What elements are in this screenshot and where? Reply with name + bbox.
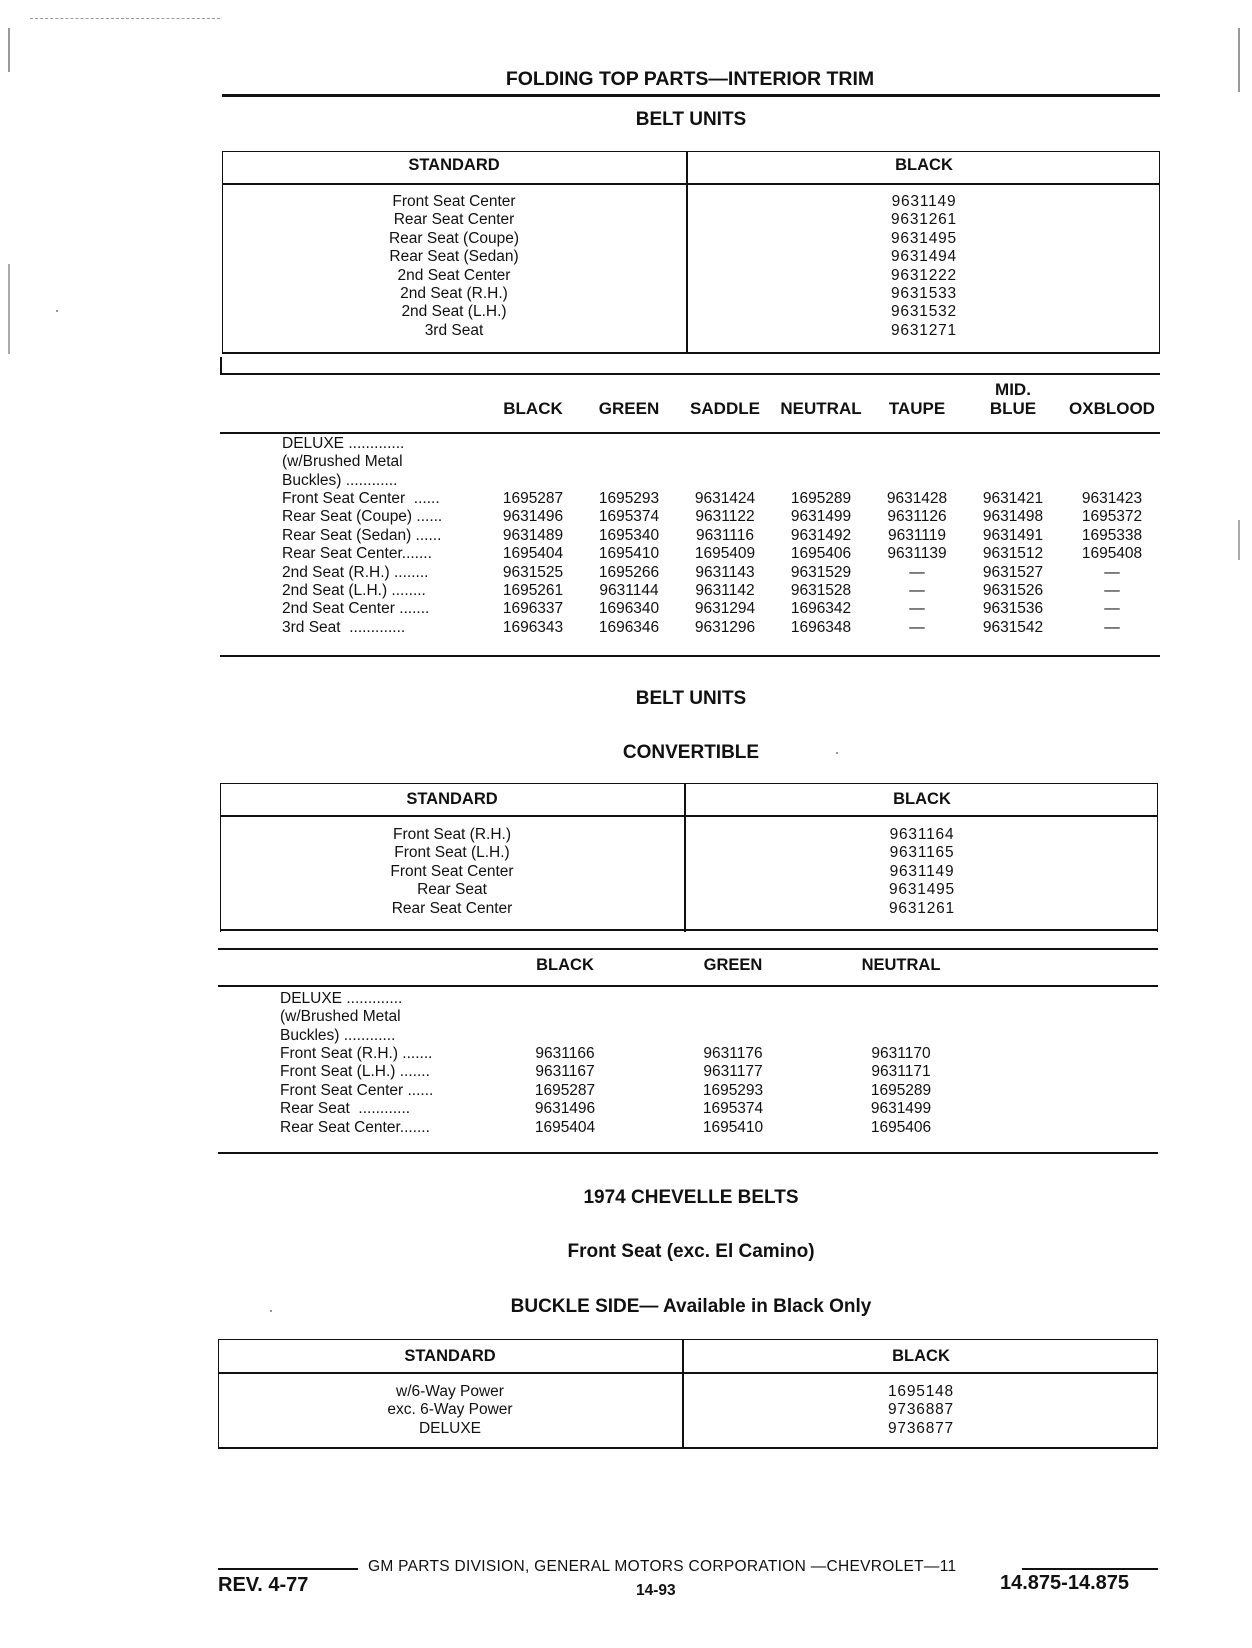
part-number: 9631496 bbox=[502, 508, 564, 526]
row-label: 3rd Seat ............. bbox=[282, 618, 406, 636]
row-label: 2nd Seat (L.H.) ........ bbox=[282, 582, 426, 599]
column-header-oxblood: OXBLOOD bbox=[1069, 399, 1155, 418]
part-number: 9631423 bbox=[1081, 490, 1143, 507]
row-label: Rear Seat Center bbox=[391, 899, 513, 917]
part-number: 1695410 bbox=[598, 545, 660, 563]
standard-values bbox=[688, 193, 1160, 340]
deluxe-top-rule bbox=[220, 373, 1160, 375]
part-number: 9631499 bbox=[790, 508, 852, 526]
deluxe-note: Buckles) ............ bbox=[280, 1026, 396, 1044]
part-number: 9631164 bbox=[889, 826, 955, 843]
scan-speck bbox=[836, 752, 838, 754]
part-number: 1695289 bbox=[790, 490, 852, 507]
row-label: exc. 6-Way Power bbox=[387, 1401, 513, 1419]
part-number: 9631296 bbox=[694, 618, 756, 636]
row-label: Rear Seat (Coupe) bbox=[388, 229, 520, 247]
part-number: 1695287 bbox=[502, 490, 564, 507]
deluxe-left-tick bbox=[220, 357, 222, 373]
part-number: 9736877 bbox=[888, 1419, 954, 1437]
part-number: 9631542 bbox=[982, 618, 1044, 636]
table-header-rule bbox=[222, 183, 1160, 185]
row-label: Front Seat Center ...... bbox=[282, 490, 440, 507]
part-number: 9631139 bbox=[887, 545, 947, 563]
title-rule bbox=[222, 94, 1160, 97]
part-number: 9631528 bbox=[790, 582, 852, 599]
part-number: 9631167 bbox=[535, 1063, 595, 1081]
column-header-black: BLACK bbox=[892, 1347, 950, 1365]
part-number: 9631149 bbox=[889, 862, 955, 880]
column-header-black: BLACK bbox=[536, 956, 594, 974]
row-label: w/6-Way Power bbox=[396, 1383, 504, 1400]
column-header-black: BLACK bbox=[895, 156, 953, 174]
row-label: Front Seat Center ...... bbox=[280, 1081, 434, 1099]
part-number: 1696346 bbox=[598, 618, 660, 636]
footer-rule-left bbox=[218, 1568, 358, 1570]
part-number: 1695148 bbox=[888, 1383, 954, 1400]
part-number: 1696348 bbox=[790, 618, 852, 636]
row-label: 2nd Seat (R.H.) ........ bbox=[282, 563, 429, 581]
table-bottom-rule bbox=[220, 929, 1158, 931]
page-title: FOLDING TOP PARTS—INTERIOR TRIM bbox=[505, 68, 875, 90]
part-number: 9631499 bbox=[870, 1100, 932, 1118]
standard-labels bbox=[220, 826, 684, 918]
part-number: 1695406 bbox=[870, 1118, 932, 1136]
table-bottom-rule bbox=[218, 1447, 1158, 1449]
column-header-mid: MID. bbox=[995, 380, 1031, 399]
part-number: 9631498 bbox=[982, 508, 1044, 526]
part-number: 1695409 bbox=[694, 545, 756, 563]
part-number: 1696340 bbox=[598, 600, 660, 618]
deluxe-note: Buckles) ............ bbox=[282, 471, 398, 489]
part-number: 9631171 bbox=[871, 1063, 931, 1081]
deluxe-bottom-rule bbox=[218, 1152, 1158, 1154]
column-header-standard: STANDARD bbox=[404, 1347, 496, 1365]
row-label: Rear Seat (Sedan) ...... bbox=[282, 526, 442, 544]
row-label: 2nd Seat Center bbox=[397, 266, 511, 284]
page-number: 14-93 bbox=[636, 1582, 676, 1599]
row-label: Front Seat (L.H.) bbox=[394, 844, 510, 862]
scan-edge-mark bbox=[30, 18, 220, 20]
deluxe-label: DELUXE ............. bbox=[280, 990, 403, 1007]
part-number: 9631421 bbox=[982, 490, 1044, 507]
row-label: Front Seat (R.H.) bbox=[393, 826, 511, 843]
part-number: 1696343 bbox=[502, 618, 564, 636]
part-number: 1695404 bbox=[502, 545, 564, 563]
part-number: 9631489 bbox=[502, 526, 564, 544]
part-number: 1695293 bbox=[702, 1081, 764, 1099]
part-number: — bbox=[909, 563, 925, 581]
part-number: 1695406 bbox=[790, 545, 852, 563]
deluxe-intro bbox=[282, 435, 404, 490]
group-number: 14.875-14.875 bbox=[1000, 1572, 1130, 1594]
part-number: 9631122 bbox=[695, 508, 755, 526]
standard-values bbox=[686, 826, 1158, 918]
part-number: 9631166 bbox=[535, 1045, 595, 1062]
deluxe-bottom-rule bbox=[220, 655, 1160, 657]
part-number: 9631428 bbox=[886, 490, 948, 507]
part-number: 9631261 bbox=[891, 211, 957, 229]
part-number: 9631142 bbox=[695, 582, 755, 599]
column-header-green: GREEN bbox=[598, 399, 660, 418]
row-label: 2nd Seat (L.H.) bbox=[401, 303, 507, 321]
part-number: 9631116 bbox=[695, 526, 755, 544]
part-number: 9631143 bbox=[695, 563, 755, 581]
part-number: 1695287 bbox=[534, 1081, 596, 1099]
footer-rule-right bbox=[1022, 1568, 1158, 1570]
part-number: — bbox=[909, 618, 925, 636]
deluxe-note: (w/Brushed Metal bbox=[282, 453, 403, 471]
column-header-green: GREEN bbox=[703, 956, 763, 974]
part-number: 9631170 bbox=[871, 1045, 931, 1062]
part-number: 9631536 bbox=[982, 600, 1044, 618]
row-label: 2nd Seat (R.H.) bbox=[400, 284, 508, 302]
row-label: Rear Seat (Sedan) bbox=[389, 248, 519, 266]
part-number: 9631525 bbox=[502, 563, 564, 581]
part-number: 9631532 bbox=[891, 303, 957, 321]
row-label: Front Seat Center bbox=[392, 193, 516, 210]
part-number: 1695261 bbox=[502, 582, 564, 599]
part-number: 1695374 bbox=[598, 508, 660, 526]
row-label: Rear Seat bbox=[417, 881, 487, 899]
part-number: 1695404 bbox=[534, 1118, 596, 1136]
part-number: 9631294 bbox=[694, 600, 756, 618]
row-label: Front Seat (R.H.) ....... bbox=[280, 1045, 433, 1062]
part-number: 1695410 bbox=[702, 1118, 764, 1136]
column-header-saddle: SADDLE bbox=[690, 399, 760, 418]
section1-title: BELT UNITS bbox=[635, 109, 747, 130]
deluxe-top-rule bbox=[218, 948, 1158, 950]
standard-labels bbox=[218, 1383, 682, 1438]
part-number: 1695289 bbox=[870, 1081, 932, 1099]
part-number: 1695374 bbox=[702, 1100, 764, 1118]
row-label: Rear Seat (Coupe) ...... bbox=[282, 508, 443, 526]
scan-edge-mark bbox=[8, 264, 10, 354]
part-number: 9631494 bbox=[891, 248, 957, 266]
revision-label: REV. 4-77 bbox=[218, 1574, 309, 1596]
scan-edge-mark bbox=[8, 28, 10, 72]
column-header-neutral: NEUTRAL bbox=[780, 399, 862, 418]
part-number: 9631222 bbox=[891, 266, 957, 284]
section3-title: 1974 CHEVELLE BELTS bbox=[583, 1187, 799, 1208]
publisher-line: GM PARTS DIVISION, GENERAL MOTORS CORPORATION —CHEVROLET—11 bbox=[368, 1558, 957, 1575]
part-number: 9631529 bbox=[790, 563, 852, 581]
part-number: 9631271 bbox=[891, 321, 957, 339]
part-number: 9631491 bbox=[982, 526, 1044, 544]
row-label: Rear Seat Center bbox=[393, 211, 515, 229]
row-label: 3rd Seat bbox=[424, 321, 484, 339]
column-header-neutral: NEUTRAL bbox=[861, 956, 941, 974]
part-number: — bbox=[1104, 600, 1120, 618]
part-number: 9631126 bbox=[887, 508, 947, 526]
part-number: 9736887 bbox=[888, 1401, 954, 1419]
scan-edge-mark bbox=[1238, 28, 1240, 92]
part-number: — bbox=[1104, 563, 1120, 581]
part-number: 1696342 bbox=[790, 600, 852, 618]
deluxe-header-rule bbox=[218, 985, 1158, 987]
scan-edge-mark bbox=[1238, 520, 1240, 560]
column-header-taupe: TAUPE bbox=[888, 399, 946, 418]
table-header-rule bbox=[220, 815, 1158, 817]
section3-subtitle2: BUCKLE SIDE— Available in Black Only bbox=[510, 1296, 872, 1317]
part-number: 9631526 bbox=[982, 582, 1044, 599]
scan-speck bbox=[270, 1310, 272, 1312]
part-number: — bbox=[1104, 582, 1120, 599]
part-number: 9631492 bbox=[790, 526, 852, 544]
table-bottom-rule bbox=[222, 352, 1160, 354]
deluxe-label: DELUXE ............. bbox=[282, 435, 405, 452]
row-label: DELUXE bbox=[418, 1419, 482, 1437]
part-number: 1695340 bbox=[598, 526, 660, 544]
deluxe-note: (w/Brushed Metal bbox=[280, 1008, 401, 1026]
part-number: — bbox=[909, 582, 925, 599]
part-number: 1695372 bbox=[1081, 508, 1143, 526]
part-number: 1695338 bbox=[1081, 526, 1143, 544]
section2-title: BELT UNITS bbox=[635, 688, 747, 709]
table-header-rule bbox=[218, 1372, 1158, 1374]
section3-subtitle: Front Seat (exc. El Camino) bbox=[567, 1241, 815, 1262]
row-label: Front Seat (L.H.) ....... bbox=[280, 1063, 430, 1081]
part-number: 9631512 bbox=[982, 545, 1044, 563]
part-number: — bbox=[1104, 618, 1120, 636]
part-number: 9631177 bbox=[703, 1063, 763, 1081]
column-header-standard: STANDARD bbox=[406, 790, 498, 808]
part-number: 9631119 bbox=[887, 526, 947, 544]
row-label: Rear Seat Center....... bbox=[280, 1118, 430, 1136]
part-number: 9631149 bbox=[891, 193, 957, 210]
column-header-black: BLACK bbox=[503, 399, 563, 418]
column-header-blue: BLUE bbox=[989, 399, 1037, 418]
row-label: Front Seat Center bbox=[390, 862, 514, 880]
part-number: 9631496 bbox=[534, 1100, 596, 1118]
section2-subtitle: CONVERTIBLE bbox=[622, 742, 760, 763]
part-number: 1696337 bbox=[502, 600, 564, 618]
scan-speck bbox=[56, 310, 58, 312]
column-header-standard: STANDARD bbox=[408, 156, 500, 174]
standard-labels bbox=[222, 193, 686, 340]
part-number: 1695293 bbox=[598, 490, 660, 507]
standard-values bbox=[684, 1383, 1158, 1438]
part-number: 9631495 bbox=[891, 229, 957, 247]
deluxe-intro bbox=[280, 990, 402, 1045]
row-label: 2nd Seat Center ....... bbox=[282, 600, 430, 618]
part-number: 9631261 bbox=[889, 899, 955, 917]
part-number: — bbox=[909, 600, 925, 618]
part-number: 9631533 bbox=[891, 284, 957, 302]
part-number: 9631165 bbox=[889, 844, 955, 862]
row-label: Rear Seat ............ bbox=[280, 1100, 411, 1118]
deluxe-header-rule bbox=[220, 432, 1160, 434]
part-number: 9631144 bbox=[599, 582, 659, 599]
part-number: 9631176 bbox=[703, 1045, 763, 1062]
part-number: 9631424 bbox=[694, 490, 756, 507]
part-number: 9631527 bbox=[982, 563, 1044, 581]
column-header-black: BLACK bbox=[893, 790, 951, 808]
part-number: 1695266 bbox=[598, 563, 660, 581]
part-number: 9631495 bbox=[889, 881, 955, 899]
part-number: 1695408 bbox=[1081, 545, 1143, 563]
row-label: Rear Seat Center....... bbox=[282, 545, 432, 563]
